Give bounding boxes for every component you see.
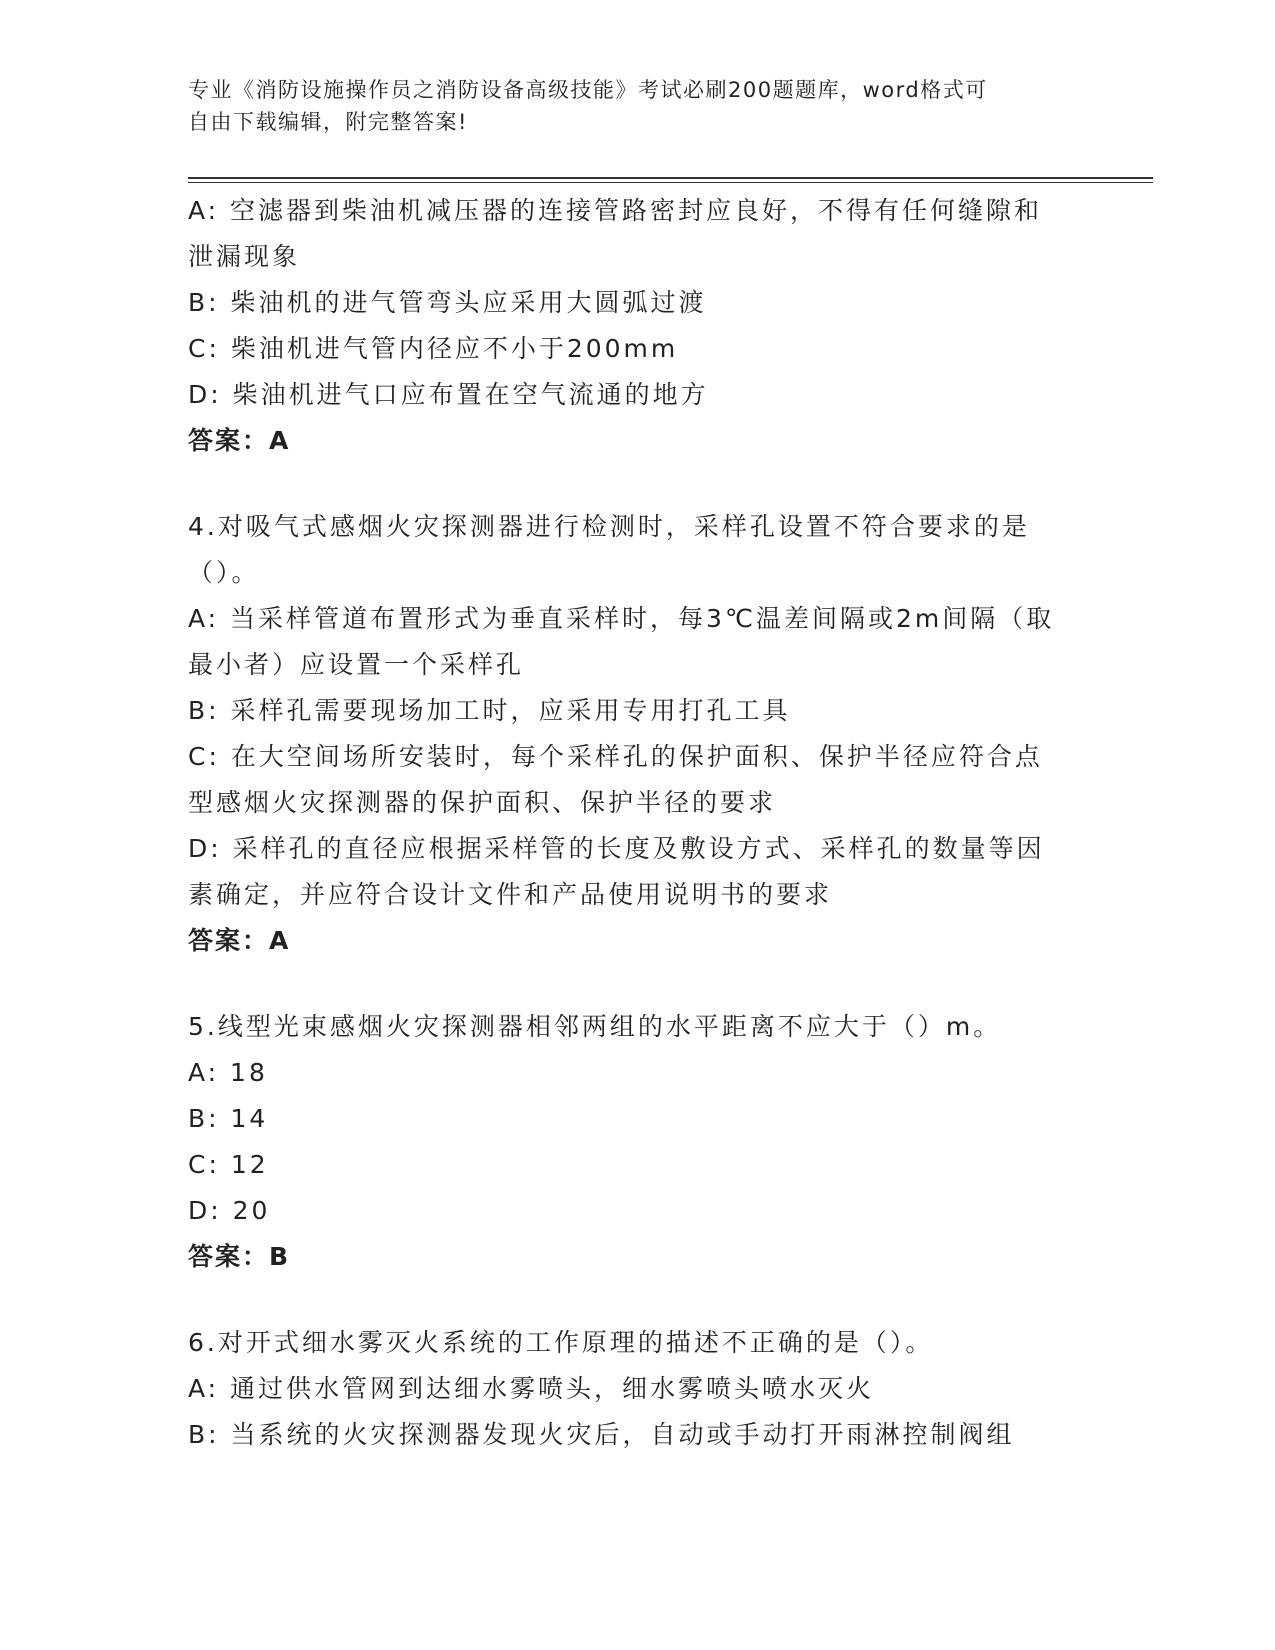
q4-option-d-line-2: 素确定，并应符合设计文件和产品使用说明书的要求: [188, 880, 833, 909]
header-divider-thick: [188, 177, 1153, 179]
q3-option-a-line-2: 泄漏现象: [188, 242, 301, 271]
q3-option-d: D: 柴油机进气口应布置在空气流通的地方: [188, 380, 709, 409]
q5-option-b: B: 14: [188, 1104, 269, 1133]
spacer: [188, 964, 1088, 1004]
header-line-2: 自由下载编辑，附完整答案!: [188, 110, 468, 134]
q3-option-c: C: 柴油机进气管内径应不小于200mm: [188, 334, 679, 363]
q4-option-d-line-1: D: 采样孔的直径应根据采样管的长度及敷设方式、采样孔的数量等因: [188, 834, 1045, 863]
q6-option-b: B: 当系统的火灾探测器发现火灾后，自动或手动打开雨淋控制阀组: [188, 1420, 1015, 1449]
q4-option-a-line-1: A: 当采样管道布置形式为垂直采样时，每3℃温差间隔或2m间隔（取: [188, 604, 1055, 633]
document-header: [188, 74, 1088, 138]
q5-stem: 5.线型光束感烟火灾探测器相邻两组的水平距离不应大于（）m。: [188, 1012, 1002, 1041]
q4-option-c-line-2: 型感烟火灾探测器的保护面积、保护半径的要求: [188, 788, 777, 817]
q3-answer: 答案：A: [188, 426, 291, 455]
q4-answer: 答案：A: [188, 926, 291, 955]
q4-option-a-line-2: 最小者）应设置一个采样孔: [188, 650, 525, 679]
q4-stem-line-2: （）。: [188, 558, 260, 587]
q3-option-a-line-1: A: 空滤器到柴油机减压器的连接管路密封应良好，不得有任何缝隙和: [188, 196, 1043, 225]
q6-stem: 6.对开式细水雾灭火系统的工作原理的描述不正确的是（）。: [188, 1328, 934, 1357]
document-body: [188, 188, 1088, 1458]
header-divider-thin: [188, 182, 1153, 183]
q5-answer: 答案：B: [188, 1242, 291, 1271]
q6-option-a: A: 通过供水管网到达细水雾喷头，细水雾喷头喷水灭火: [188, 1374, 875, 1403]
q4-stem-line-1: 4.对吸气式感烟火灾探测器进行检测时，采样孔设置不符合要求的是: [188, 512, 1030, 541]
q5-option-c: C: 12: [188, 1150, 269, 1179]
q5-option-a: A: 18: [188, 1058, 268, 1087]
question-6: [188, 1320, 1088, 1458]
spacer: [188, 464, 1088, 504]
question-4: [188, 504, 1088, 964]
q3-option-b: B: 柴油机的进气管弯头应采用大圆弧过渡: [188, 288, 707, 317]
q4-option-b: B: 采样孔需要现场加工时，应采用专用打孔工具: [188, 696, 791, 725]
spacer: [188, 1280, 1088, 1320]
q4-option-c-line-1: C: 在大空间场所安装时，每个采样孔的保护面积、保护半径应符合点: [188, 742, 1043, 771]
header-line-1: 专业《消防设施操作员之消防设备高级技能》考试必刷200题题库，word格式可: [188, 78, 988, 102]
question-3: [188, 188, 1088, 464]
question-5: [188, 1004, 1088, 1280]
q5-option-d: D: 20: [188, 1196, 271, 1225]
